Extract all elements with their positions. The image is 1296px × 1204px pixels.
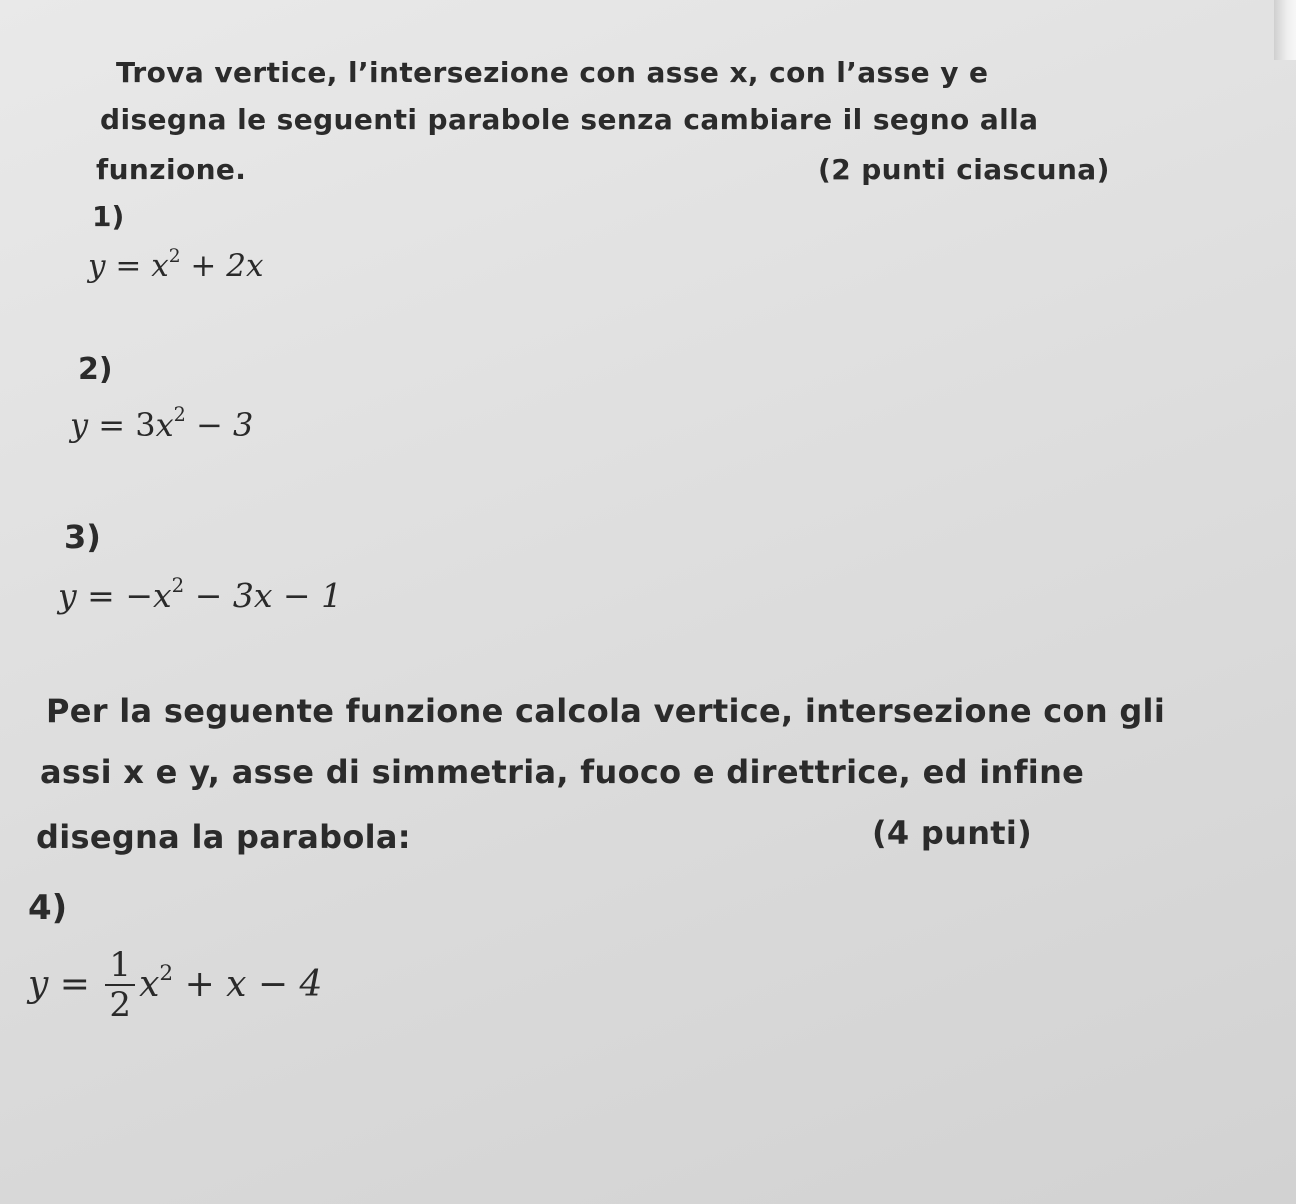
equation-1-var: x [151, 248, 169, 284]
equation-3-rest: − 3x − 1 [194, 576, 343, 615]
points-label-part2: (4 punti) [872, 814, 1033, 852]
equation-3-exp: 2 [171, 574, 185, 598]
equation-2-exp: 2 [173, 403, 186, 427]
instruction2-line-2: assi x e y, asse di simmetria, fuoco e direttrice, ed infine [40, 753, 1085, 791]
equation-3 [58, 576, 342, 615]
equation-2-rest: − 3 [196, 406, 254, 444]
equation-4-fraction [105, 946, 135, 1024]
equation-2-var: x [155, 406, 174, 444]
instruction2-line-1: Per la seguente funzione calcola vertice, intersezione con gli [46, 692, 1166, 730]
exercise-number-2: 2) [78, 352, 113, 387]
equation-1-rest: + 2x [190, 248, 264, 284]
equation-3-equals: = [87, 576, 115, 615]
equation-4-lhs: y [28, 964, 49, 1005]
instruction-line-2: disegna le seguenti parabole senza cambiare il segno alla [100, 103, 1039, 136]
instruction-line-1: Trova vertice, l’intersezione con asse x, con l’asse y e [116, 56, 989, 89]
equation-1-exp: 2 [168, 245, 181, 267]
equation-1 [88, 245, 264, 284]
instruction-line-3: funzione. [96, 153, 247, 186]
equation-2-lhs: y [70, 406, 89, 444]
equation-3-var: x [152, 576, 172, 615]
equation-2-equals: = [98, 406, 126, 444]
equation-4 [28, 945, 323, 1026]
equation-2-coef: 3 [135, 406, 156, 444]
exercise-number-1: 1) [92, 200, 125, 233]
exercise-number-3: 3) [64, 518, 101, 556]
equation-4-numerator: 1 [105, 946, 135, 986]
points-label-part1: (2 punti ciascuna) [818, 153, 1110, 186]
equation-3-lhs: y [58, 576, 77, 615]
equation-4-equals: = [59, 964, 90, 1005]
equation-4-rest: + x − 4 [184, 964, 323, 1005]
equation-4-var: x [139, 964, 160, 1005]
exercise-number-4: 4) [28, 888, 68, 928]
equation-4-exp: 2 [159, 960, 174, 986]
instruction2-line-3: disegna la parabola: [36, 818, 411, 856]
equation-2 [70, 403, 254, 444]
equation-3-coef: − [125, 576, 153, 615]
equation-4-denominator: 2 [109, 985, 132, 1025]
equation-1-lhs: y [88, 248, 106, 284]
equation-1-equals: = [115, 248, 142, 284]
